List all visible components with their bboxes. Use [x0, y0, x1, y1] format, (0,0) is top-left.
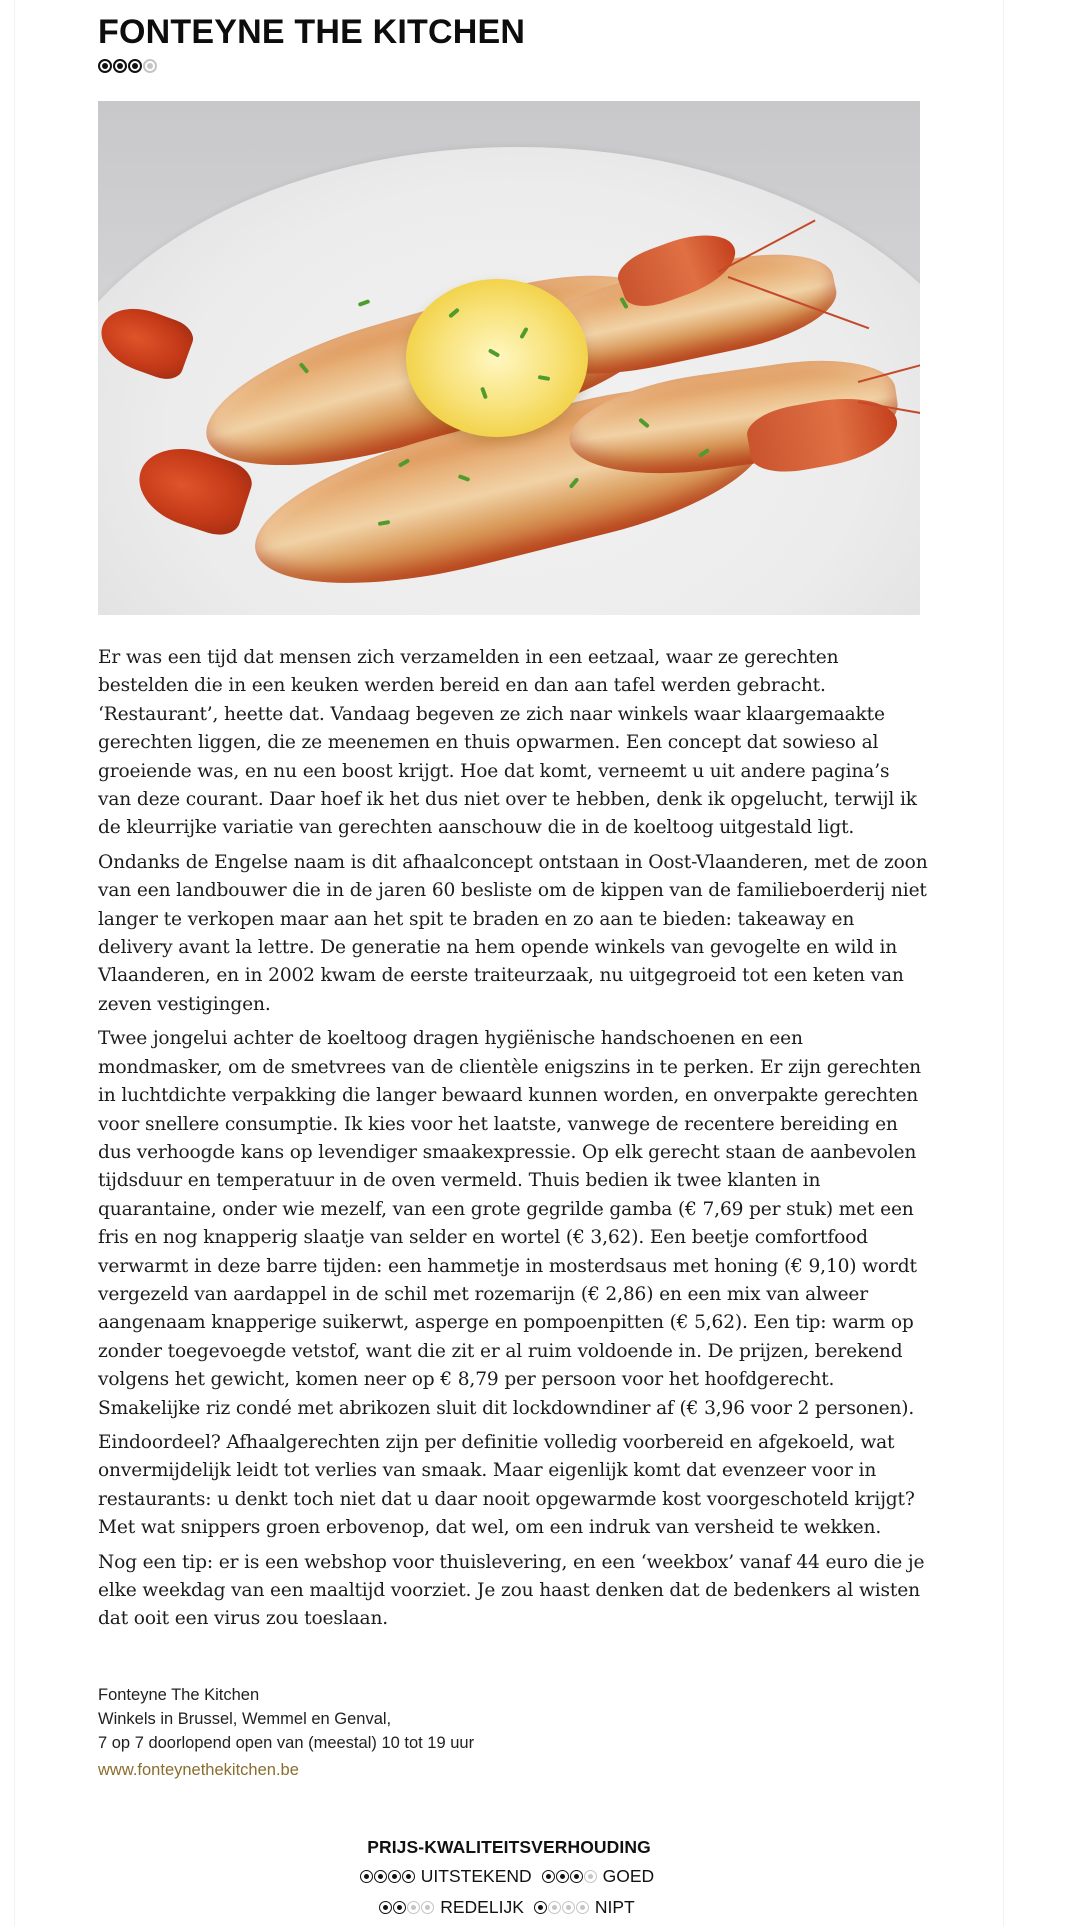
legend-row — [98, 1861, 920, 1892]
rating-dot-empty-icon — [562, 1901, 575, 1914]
article — [98, 0, 928, 1917]
rating-dot-filled-icon — [570, 1870, 583, 1883]
rating-dot-filled-icon — [98, 59, 112, 73]
rating-dot-filled-icon — [542, 1870, 555, 1883]
rating-dot-filled-icon — [556, 1870, 569, 1883]
legend-label: REDELIJK — [440, 1897, 524, 1917]
restaurant-title: FONTEYNE THE KITCHEN — [98, 13, 526, 51]
rating-dot-filled-icon — [379, 1901, 392, 1914]
rating-legend — [98, 1833, 920, 1923]
legend-label: GOED — [602, 1866, 655, 1886]
rating-dot-filled-icon — [393, 1901, 406, 1914]
rating-dot-filled-icon — [402, 1870, 415, 1883]
rating-dot-empty-icon — [421, 1901, 434, 1914]
rating-dot-empty-icon — [548, 1901, 561, 1914]
legend-dots-4 — [360, 1870, 415, 1883]
restaurant-info — [98, 1683, 920, 1782]
rating-dot-empty-icon — [576, 1901, 589, 1914]
legend-title: PRIJS-KWALITEITSVERHOUDING — [367, 1837, 651, 1857]
rating-dot-empty-icon — [407, 1901, 420, 1914]
rating-dot-filled-icon — [534, 1901, 547, 1914]
paragraph: Ondanks de Engelse naam is dit afhaalconcept ontstaan in Oost-Vlaanderen, met de zoon van een landbouwer die in de jaren 60 besliste om de kippen van de familieboerderij niet langer te verkopen maar aan het spit te braden en zo aan te bieden: takeaway en delivery avant la lettre. De generatie na hem opende winkels van gevogelte en wild in Vlaanderen, en in 2002 kwam de eerste traiteurzaak, nu uitgegroeid tot een keten van zeven vestigingen. — [98, 851, 928, 1015]
rating-dot-empty-icon — [143, 59, 157, 73]
legend-label: UITSTEKEND — [420, 1866, 532, 1886]
legend-label: NIPT — [594, 1897, 635, 1917]
legend-row — [98, 1892, 920, 1923]
website-link[interactable]: www.fonteynethekitchen.be — [98, 1761, 299, 1779]
rating-dot-filled-icon — [360, 1870, 373, 1883]
rating — [98, 57, 920, 75]
rating-dot-empty-icon — [584, 1870, 597, 1883]
hero-photo — [98, 101, 920, 615]
rating-dot-filled-icon — [113, 59, 127, 73]
paragraph: Nog een tip: er is een webshop voor thuislevering, en een ‘weekbox’ vanaf 44 euro die je elke weekdag van een maaltijd voorziet. Je zou haast denken dat de bedenkers al wisten dat ooit een virus zou toeslaan. — [98, 1551, 925, 1630]
legend-dots-1 — [534, 1901, 589, 1914]
legend-dots-3 — [542, 1870, 597, 1883]
info-locations: Winkels in Brussel, Wemmel en Genval, — [98, 1710, 392, 1728]
article-body — [98, 644, 928, 1640]
legend-dots-2 — [379, 1901, 434, 1914]
lemon-slice — [406, 279, 588, 437]
rating-dot-filled-icon — [128, 59, 142, 73]
info-name: Fonteyne The Kitchen — [98, 1686, 260, 1704]
rating-dot-filled-icon — [374, 1870, 387, 1883]
paragraph: Twee jongelui achter de koeltoog dragen hygiënische handschoenen en een mondmasker, om de smetvrees van de clientèle enigszins in te perken. Er zijn gerechten in luchtdichte verpakking die langer bewaard kunnen worden, en onverpakte gerechten voor snellere consumptie. Ik kies voor het laatste, vanwege de recentere bereiding en dus verhoogde kans op levendiger smaakexpressie. Op elk gerecht staan de aanbevolen tijdsduur en temperatuur in de oven vermeld. Thuis bedien ik twee klanten in quarantaine, onder wie mezelf, van een grote gegrilde gamba (€ 7,69 per stuk) met een fris en nog knapperig slaatje van selder en wortel (€ 3,62). Een beetje comfortfood verwarmt in deze barre tijden: een hammetje in mosterdsaus met honing (€ 9,10) wordt vergezeld van aardappel in de schil met rozemarijn (€ 2,86) en een mix van alweer aangenaam knapperige suikerwt, asperge en pompoenpitten (€ 5,62). Een tip: warm op zonder toegevoegde vetstof, want die zit er al ruim voldoende in. De prijzen, berekend volgens het gewicht, komen neer op € 8,79 per persoon voor het hoofdgerecht. Smakelijke riz condé met abrikozen sluit dit lockdowndiner af (€ 3,96 voor 2 personen). — [98, 1028, 921, 1419]
paragraph: Eindoordeel? Afhaalgerechten zijn per definitie volledig voorbereid en afgekoeld, wat onvermijdelijk leidt tot verlies van smaak. Maar eigenlijk komt dat evenzeer voor in restaurants: u denkt toch niet dat u daar nooit opgewarmde kost voorgeschoteld krijgt? Met wat snippers groen erbovenop, dat wel, om een indruk van versheid te wekken. — [98, 1431, 915, 1539]
info-hours: 7 op 7 doorlopend open van (meestal) 10 tot 19 uur — [98, 1734, 475, 1752]
rating-dot-filled-icon — [388, 1870, 401, 1883]
paragraph: Er was een tijd dat mensen zich verzamelden in een eetzaal, waar ze gerechten bestelden die in een keuken werden bereid en dan aan tafel werden gebracht. ‘Restaurant’, heette dat. Vandaag begeven ze zich naar winkels waar klaargemaakte gerechten liggen, die ze meenemen en thuis opwarmen. Een concept dat sowieso al groeiende was, en nu een boost krijgt. Hoe dat komt, verneemt u uit andere pagina’s van deze courant. Daar hoef ik het dus niet over te hebben, denk ik opgelucht, terwijl ik de kleurrijke variatie van gerechten aanschouw die in de koeltoog uitgestald ligt. — [98, 647, 917, 839]
